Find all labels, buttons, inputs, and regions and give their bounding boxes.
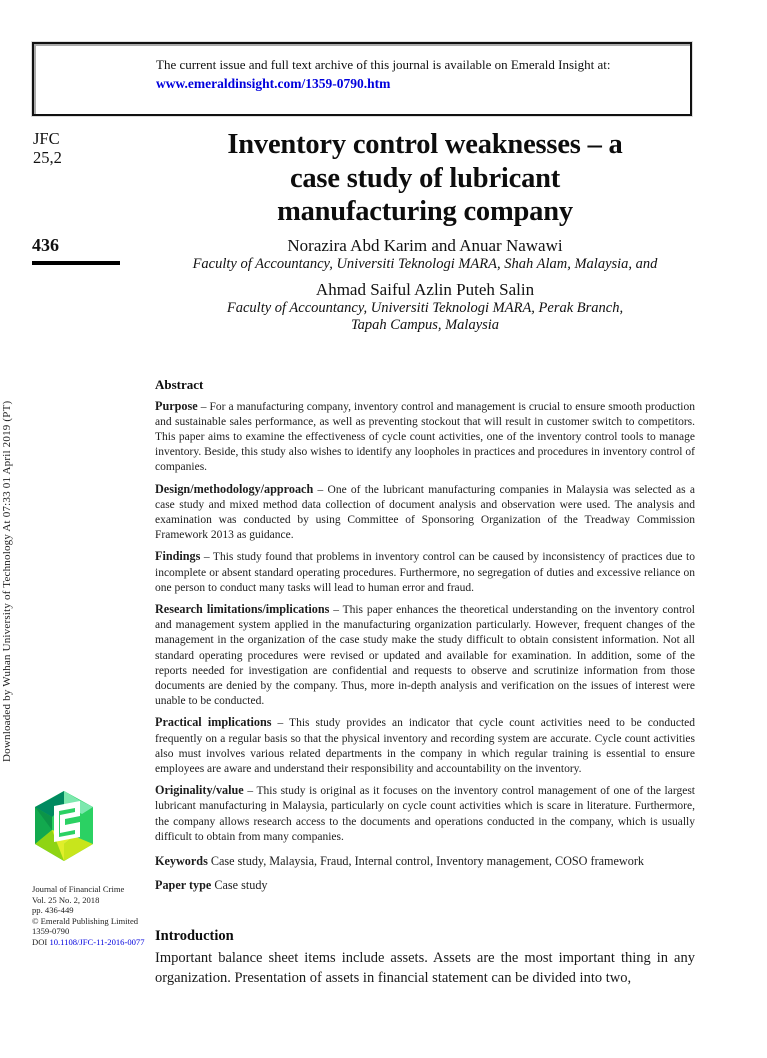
abstract-purpose (155, 399, 695, 476)
abstract-findings-text: – This study found that problems in inventory control can be caused by inconsistency of practices due to incomplete or absent standard operating procedures. Furthermore, no segregation of duties and excessive reliance on one person to conduct many tasks will lead to human error and fraud. (155, 551, 695, 594)
article-title-line3: manufacturing company (277, 196, 573, 227)
abstract-design-label: Design/methodology/approach (155, 481, 314, 496)
abstract-practical (155, 715, 695, 777)
abstract-design (155, 482, 695, 544)
abstract-limitations-text: – This paper enhances the theoretical understanding on the inventory control and management system applied in the manufacturing organization particularly. However, frequent changes of the management in the organization of the case study make the study difficult to obtain consistent information. Not all standard operating procedures were revised or updated and available for examination. In addition, some of the reports needed for investigation are confidential and requests to observe and scrutinize information from those documents are denied by the company. Thus, more in-depth analysis and verification on the issues of interest were unable to be conducted. (155, 603, 695, 708)
imprint-block (32, 884, 145, 948)
abstract-practical-label: Practical implications (155, 715, 272, 730)
keywords-text: Case study, Malaysia, Fraud, Internal control, Inventory management, COSO framework (207, 853, 644, 868)
introduction-paragraph: Important balance sheet items include assets. Assets are the most important thing in any organization. Presentation of assets in financial statement can be divided into two, (155, 949, 695, 987)
abstract-purpose-label: Purpose (155, 398, 198, 413)
abstract-heading: Abstract (155, 376, 204, 392)
author-affiliation-group2-line2: Tapah Campus, Malaysia (350, 316, 500, 333)
download-watermark: Downloaded by Wuhan University of Technology At 07:33 01 April 2019 (PT) (1, 400, 13, 762)
keywords-line (155, 854, 695, 869)
abstract-limitations-label: Research limitations/implications (155, 601, 330, 616)
doi-label: DOI (32, 936, 50, 947)
paper-type-line (155, 878, 695, 893)
imprint-doi-line (32, 937, 145, 948)
keywords-label: Keywords (155, 853, 208, 868)
abstract-section (155, 377, 695, 893)
page-number-rule (32, 261, 120, 265)
author-affiliation-group2-line1: Faculty of Accountancy, Universiti Teknologi MARA, Perak Branch, (226, 299, 624, 316)
abstract-originality-text: – This study is original as it focuses on the inventory control management of one of the largest lubricant manufacturing in Malaysia, particularly on cycle count activities which is scare in literature. Furthermore, the company allows research access to the documents and operations conducted in the company, which is usually difficult to obtain from many companies. (155, 785, 695, 843)
doi-link[interactable]: 10.1108/JFC-11-2016-0077 (49, 936, 145, 947)
abstract-originality-label: Originality/value (155, 783, 244, 798)
paper-type-label: Paper type (155, 877, 212, 892)
author-affiliation-group1: Faculty of Accountancy, Universiti Teknologi MARA, Shah Alam, Malaysia, and (192, 255, 658, 272)
imprint-journal-name: Journal of Financial Crime (32, 884, 125, 894)
imprint-issn: 1359-0790 (32, 926, 70, 937)
article-title-line2: case study of lubricant (289, 162, 561, 194)
abstract-purpose-text: – For a manufacturing company, inventory control and management is crucial to ensure smooth production and sustainable sales performance, as well as preventing stockout that will result in customer switch to competitors. This paper aims to examine the effectiveness of cycle count activities, one of the inventory control tools to manage inventory. Beside, this study also wishes to identify any loopholes in practices and procedures in inventory control of companies. (155, 400, 695, 474)
abstract-originality (155, 783, 695, 845)
availability-box-content (156, 57, 676, 93)
journal-issue: 25,2 (33, 148, 62, 167)
introduction-heading: Introduction (155, 927, 234, 944)
page-number: 436 (32, 235, 59, 255)
abstract-findings-label: Findings (155, 549, 201, 564)
emerald-logo-icon (30, 790, 98, 862)
journal-code: JFC (33, 129, 60, 148)
imprint-volume: Vol. 25 No. 2, 2018 (32, 894, 100, 905)
abstract-practical-text: – This study provides an indicator that cycle count activities need to be conducted frequently on a regular basis so that the physical inventory and recording system are accurate. Cycle count activities also must involves various related departments in the company in which regular training is essential to ensure employees are aware and understand their responsibility and accountability on the inventory. (155, 717, 695, 775)
abstract-findings (155, 549, 695, 596)
journal-code-block (33, 129, 62, 167)
abstract-limitations (155, 602, 695, 709)
author-names-group2: Ahmad Saiful Azlin Puteh Salin (315, 279, 535, 299)
imprint-copyright: © Emerald Publishing Limited (32, 915, 139, 926)
abstract-design-text: – One of the lubricant manufacturing companies in Malaysia was selected as a case study and mixed method data collection of document analysis and observation were used. The analysis and examination was conducted by using Committee of Sponsoring Organization of the Treadway Commission Framework 2013 as guidance. (155, 483, 695, 542)
author-names-group1: Norazira Abd Karim and Anuar Nawawi (287, 235, 563, 255)
article-column (155, 128, 695, 989)
authors-block (155, 236, 695, 334)
paper-type-text: Case study (211, 877, 268, 892)
introduction-section (155, 928, 695, 989)
article-title (155, 128, 695, 229)
article-title-line1: Inventory control weaknesses – a (227, 129, 623, 160)
availability-box (32, 42, 692, 116)
imprint-pages: pp. 436-449 (32, 905, 74, 916)
journal-archive-link[interactable]: www.emeraldinsight.com/1359-0790.htm (156, 76, 391, 91)
availability-text: The current issue and full text archive of this journal is available on Emerald Insight at: (156, 57, 611, 72)
